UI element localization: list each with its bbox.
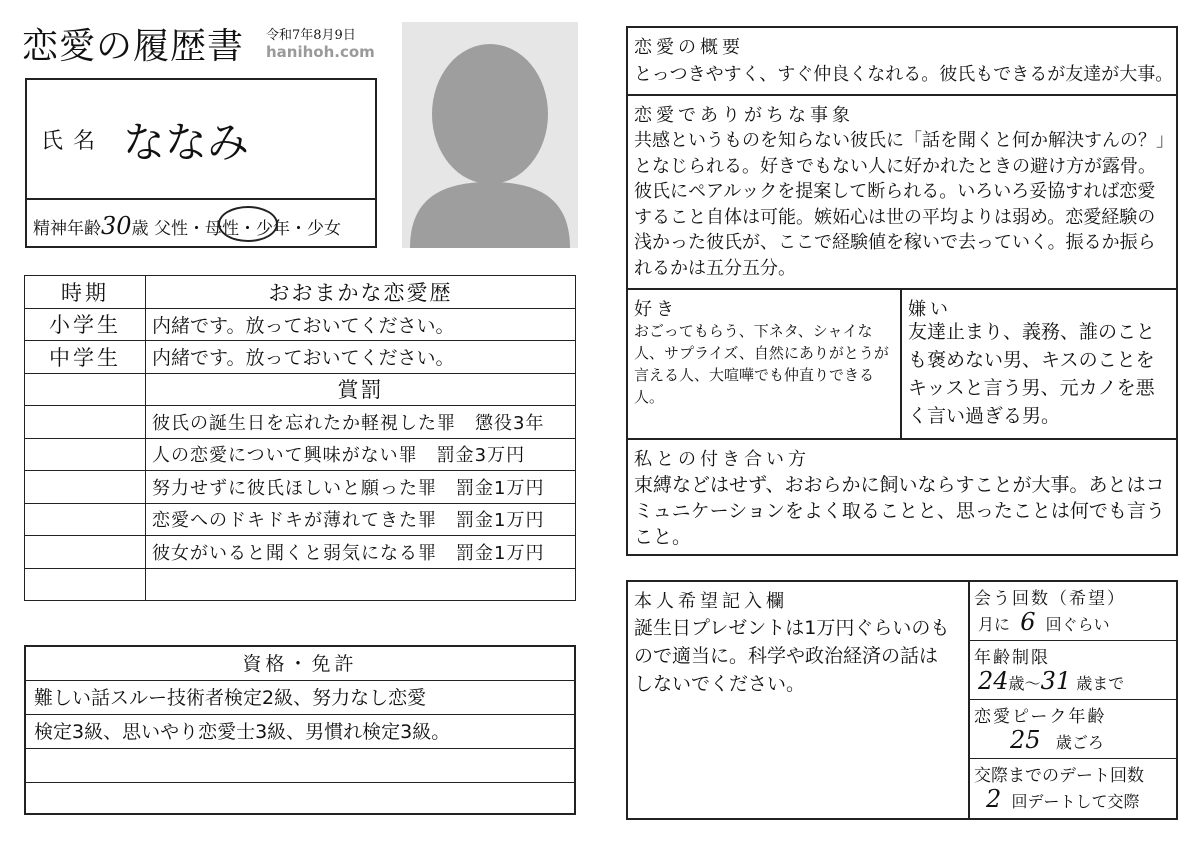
common-events-label: 恋愛でありがちな事象 [634,105,854,126]
history-cell: 内緒です。放っておいてください。 [146,341,576,374]
age-row [27,198,375,246]
awards-header: 賞罰 [146,373,576,406]
document-title: 恋愛の履歴書 [22,26,245,67]
peak-age-cell [970,700,1176,759]
license-line: 検定3級、思いやり恋愛士3級、男慣れ検定3級。 [26,715,574,749]
license-empty-line [26,749,574,783]
empty-cell [25,438,146,471]
wish-box [626,580,1178,820]
wish-label: 本人希望記入欄 [634,591,788,612]
likes-section [628,290,902,438]
table-row [25,406,576,439]
site-watermark: hanihoh.com [266,43,375,61]
table-row [25,276,576,309]
wish-text: 誕生日プレゼントは1万円ぐらいのもので適当に。科学や政治経済の話はしないでください。 [634,617,950,695]
license-line: 難しい話スルー技術者検定2級、努力なし恋愛 [26,681,574,715]
overview-label: 恋愛の概要 [634,37,744,58]
peak-number: 25 [1010,726,1041,754]
avatar [402,22,578,248]
date-count-label: 交際までのデート回数 [974,766,1144,786]
age-limit-label: 年齢制限 [974,648,1050,668]
person-silhouette-icon [402,22,578,248]
award-cell: 努力せずに彼氏ほしいと願った罪 罰金1万円 [146,471,576,504]
empty-cell [146,568,576,601]
meet-frequency-cell [970,582,1176,641]
common-events-text: 共感というものを知らない彼氏に「話を聞くと何か解決すんの？」となじられる。好きでもない人に好かれたときの避け方が露骨。彼氏にペアルックを提案して断られる。いろいろ妥協すれば恋愛すること自体は可能。嫉妬心は世の平均よりは弱め。恋愛経験の浅かった彼氏が、ここで経験値を稼いで去っていく。振るか振られるかは五分五分。 [634,130,1165,279]
likes-label: 好き [634,299,678,320]
profile-details [626,26,1178,556]
history-header: おおまかな恋愛歴 [146,276,576,309]
dislikes-label: 嫌い [908,299,952,320]
table-row [25,373,576,406]
peak-age-label: 恋愛ピーク年齢 [974,707,1107,727]
selected-option-circle [218,206,278,242]
period-cell: 小学生 [25,308,146,341]
name-label: 氏名 [41,129,106,154]
meet-frequency-label: 会う回数（希望） [974,589,1126,609]
table-row [25,536,576,569]
empty-cell [25,536,146,569]
age-limit-cell [970,641,1176,700]
age-min: 24 [978,667,1009,695]
award-cell: 彼女がいると聞くと弱気になる罪 罰金1万円 [146,536,576,569]
common-events-section [628,96,1176,290]
table-row [25,308,576,341]
table-row [25,568,576,601]
table-row [25,438,576,471]
history-table [24,275,576,601]
period-cell: 中学生 [25,341,146,374]
date-count-number: 2 [986,785,1002,813]
award-cell: 彼氏の誕生日を忘れたか軽視した罪 懲役3年 [146,406,576,439]
empty-cell [25,503,146,536]
award-cell: 人の恋愛について興味がない罪 罰金3万円 [146,438,576,471]
relation-section [628,438,1176,554]
history-cell: 内緒です。放っておいてください。 [146,308,576,341]
date-count-cell [970,759,1176,818]
name-value: ななみ [123,118,250,167]
name-box [25,78,377,248]
age-limit-suffix: 歳まで [1076,674,1125,693]
age-suffix: 歳 [131,219,149,239]
empty-cell [25,406,146,439]
table-row [25,503,576,536]
age-value: 30 [101,212,132,240]
date-count-suffix: 回デートして交際 [1011,792,1140,811]
award-cell: 恋愛へのドキドキが薄れてきた罪 罰金1万円 [146,503,576,536]
gender-options: 父性・母性・少年・少女 [153,219,341,239]
meet-prefix: 月に [978,615,1011,634]
meet-frequency-value [978,608,1110,636]
table-row [25,341,576,374]
empty-cell [25,373,146,406]
meet-suffix: 回ぐらい [1045,615,1110,634]
age-limit-value [978,667,1124,695]
mental-age [33,212,341,240]
relation-text: 束縛などはせず、おおらかに飼いならすことが大事。あとはコミュニケーションをよく取ることと、思ったことは何でも言うこと。 [634,474,1165,548]
period-header: 時期 [25,276,146,309]
meet-number: 6 [1020,608,1036,636]
relation-label: 私との付き合い方 [634,449,810,470]
peak-suffix: 歳ごろ [1055,733,1104,752]
overview-text: とっつきやすく、すぐ仲良くなれる。彼氏もできるが友達が大事。 [634,64,1174,85]
age-max: 31 [1040,667,1072,695]
peak-age-value [1010,726,1104,754]
table-row [25,471,576,504]
wish-section [628,582,970,818]
license-box [24,645,576,815]
document-date: 令和7年8月9日 [266,28,356,43]
age-prefix: 精神年齢 [33,219,101,239]
empty-cell [25,471,146,504]
dislikes-text: 友達止まり、義務、誰のことも褒めない男、キスのことをキッスと言う男、元カノを悪く言い過ぎる男。 [908,321,1156,427]
overview-section [628,28,1176,96]
license-header: 資格・免許 [26,647,574,681]
dislikes-section [902,290,1176,438]
age-sep: 歳～ [1008,674,1041,693]
likes-text: おごってもらう、下ネタ、シャイな人、サプライズ、自然にありがとうが言える人、大喧嘩でも仲直りできる人。 [634,322,889,406]
date-count-value [986,785,1139,813]
empty-cell [25,568,146,601]
